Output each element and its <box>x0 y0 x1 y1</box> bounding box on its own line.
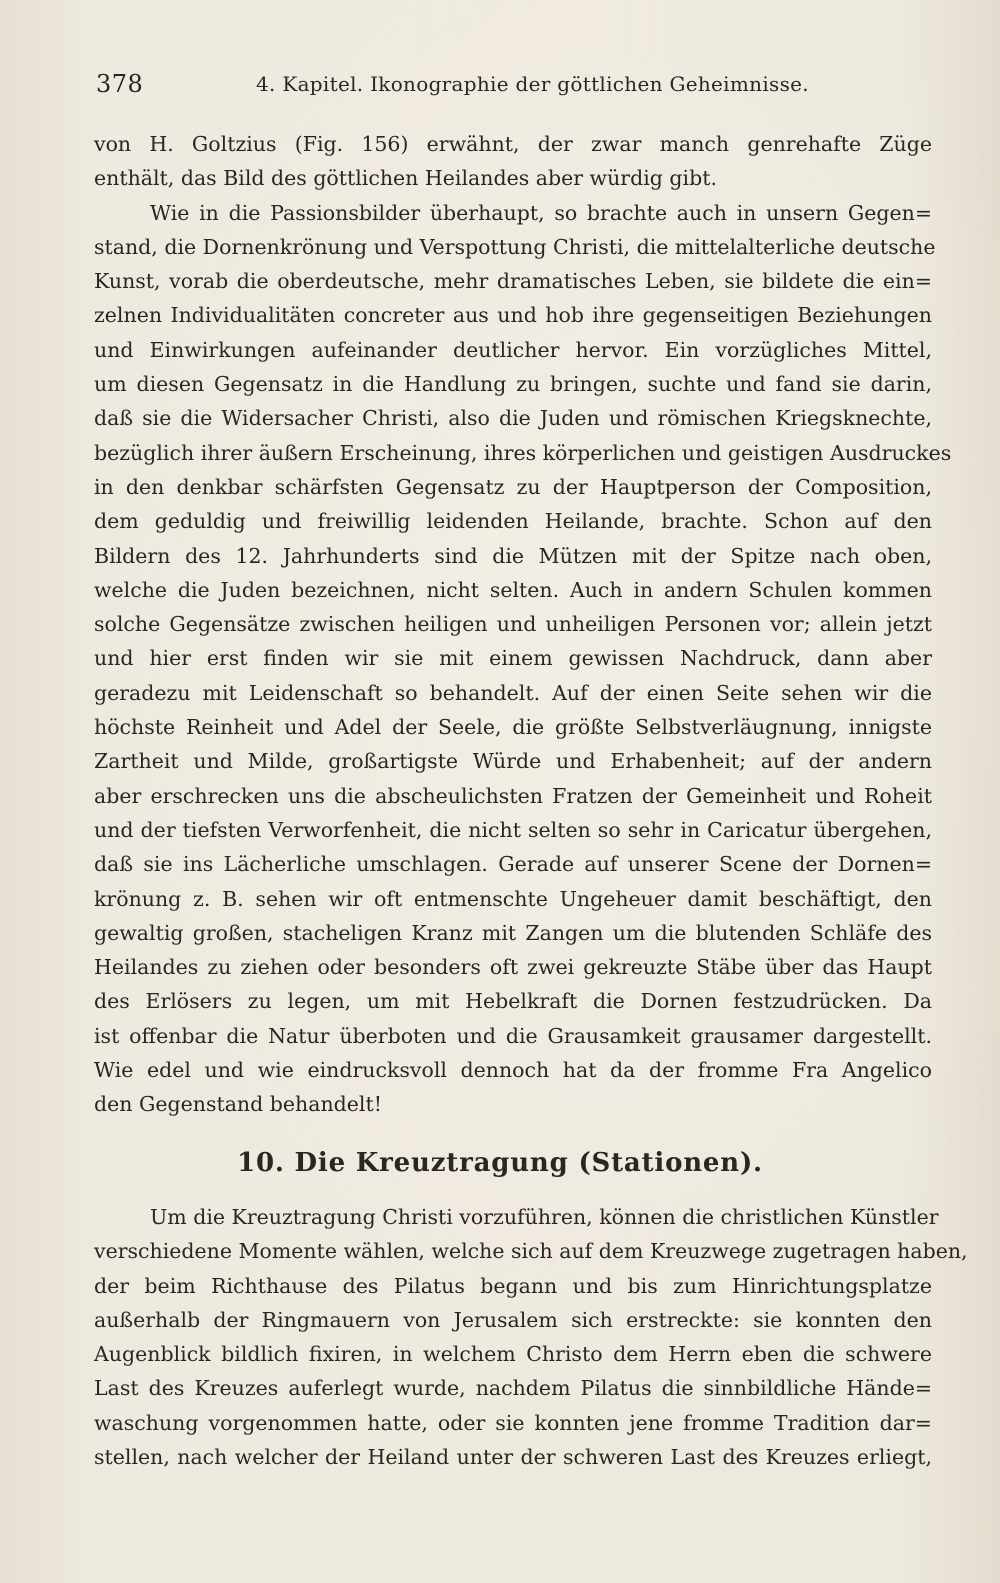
text-line: und hier erst finden wir sie mit einem gewissen Nachdruck, dann aber <box>94 646 932 671</box>
text-line: Kunst, vorab die oberdeutsche, mehr dramatisches Leben, sie bildete die ein= <box>94 269 932 294</box>
text-line: Last des Kreuzes auferlegt wurde, nachdem Pilatus die sinnbildliche Hände= <box>94 1376 932 1401</box>
text-line: des Erlösers zu legen, um mit Hebelkraft die Dornen festzudrücken. Da <box>94 989 932 1014</box>
page-number: 378 <box>96 70 144 98</box>
paragraph-kreuztragung <box>94 1200 968 1474</box>
text-line: bezüglich ihrer äußern Erscheinung, ihres körperlichen und geistigen Ausdruckes <box>94 440 952 465</box>
text-line: der beim Richthause des Pilatus begann und bis zum Hinrichtungsplatze <box>94 1273 932 1298</box>
text-line: aber erschrecken uns die abscheulichsten Fratzen der Gemeinheit und Roheit <box>94 783 932 808</box>
text-line: Heilandes zu ziehen oder besonders oft zwei gekreuzte Stäbe über das Haupt <box>94 955 932 980</box>
text-line: Wie in die Passionsbilder überhaupt, so brachte auch in unsern Gegen= <box>150 200 932 225</box>
text-line: solche Gegensätze zwischen heiligen und unheiligen Personen vor; allein jetzt <box>94 612 932 637</box>
text-line: stellen, nach welcher der Heiland unter der schweren Last des Kreuzes erliegt, <box>94 1445 932 1470</box>
text-line: ist offenbar die Natur überboten und die Grausamkeit grausamer dargestellt. <box>94 1023 932 1048</box>
text-line: welche die Juden bezeichnen, nicht selten. Auch in andern Schulen kommen <box>94 577 932 602</box>
text-line: enthält, das Bild des göttlichen Heilandes aber würdig gibt. <box>94 166 717 191</box>
text-line: daß sie die Widersacher Christi, also die Juden und römischen Kriegsknechte, <box>94 406 932 431</box>
text-line: Um die Kreuztragung Christi vorzuführen, können die christlichen Künstler <box>150 1205 939 1229</box>
paragraph-dornenkroenung <box>94 127 952 1122</box>
running-title: 4. Kapitel. Ikonographie der göttlichen Geheimnisse. <box>256 72 809 96</box>
text-line: waschung vorgenommen hatte, oder sie konnten jene fromme Tradition dar= <box>94 1410 932 1435</box>
text-line: zelnen Individualitäten concreter aus und hob ihre gegenseitigen Beziehungen <box>94 303 932 328</box>
text-line: um diesen Gegensatz in die Handlung zu bringen, suchte und fand sie darin, <box>94 372 932 397</box>
text-line: und Einwirkungen aufeinander deutlicher hervor. Ein vorzügliches Mittel, <box>94 337 932 362</box>
text-line: in den denkbar schärfsten Gegensatz zu der Hauptperson der Composition, <box>94 474 932 499</box>
text-line: höchste Reinheit und Adel der Seele, die größte Selbstverläugnung, innigste <box>94 715 932 740</box>
text-line: krönung z. B. sehen wir oft entmenschte Ungeheuer damit beschäftigt, den <box>94 886 932 911</box>
text-line: Zartheit und Milde, großartigste Würde und Erhabenheit; auf der andern <box>94 749 932 774</box>
text-line: von H. Goltzius (Fig. 156) erwähnt, der zwar manch genrehafte Züge <box>94 132 932 156</box>
text-line: daß sie ins Lächerliche umschlagen. Gerade auf unserer Scene der Dornen= <box>94 852 932 877</box>
text-line: dem geduldig und freiwillig leidenden Heilande, brachte. Schon auf den <box>94 509 932 534</box>
text-line: gewaltig großen, stacheligen Kranz mit Zangen um die blutenden Schläfe des <box>94 920 932 945</box>
text-line: und der tiefsten Verworfenheit, die nicht selten so sehr in Caricatur übergehen, <box>94 817 932 842</box>
text-line: außerhalb der Ringmauern von Jerusalem sich erstreckte: sie konnten den <box>94 1307 932 1332</box>
text-line: stand, die Dornenkrönung und Verspottung Christi, die mittelalterliche deutsche <box>94 234 936 259</box>
text-line: Wie edel und wie eindrucksvoll dennoch hat da der fromme Fra Angelico <box>94 1058 932 1083</box>
page-header <box>96 70 936 110</box>
section-heading: 10. Die Kreuztragung (Stationen). <box>237 1148 763 1178</box>
text-line: geradezu mit Leidenschaft so behandelt. Auf der einen Seite sehen wir die <box>94 680 932 705</box>
text-line: Augenblick bildlich fixiren, in welchem Christo dem Herrn eben die schwere <box>94 1342 932 1367</box>
text-line: Bildern des 12. Jahrhunderts sind die Mützen mit der Spitze nach oben, <box>94 543 932 568</box>
text-line: den Gegenstand behandelt! <box>94 1092 382 1117</box>
text-line: verschiedene Momente wählen, welche sich auf dem Kreuzwege zugetragen haben, <box>94 1239 968 1264</box>
